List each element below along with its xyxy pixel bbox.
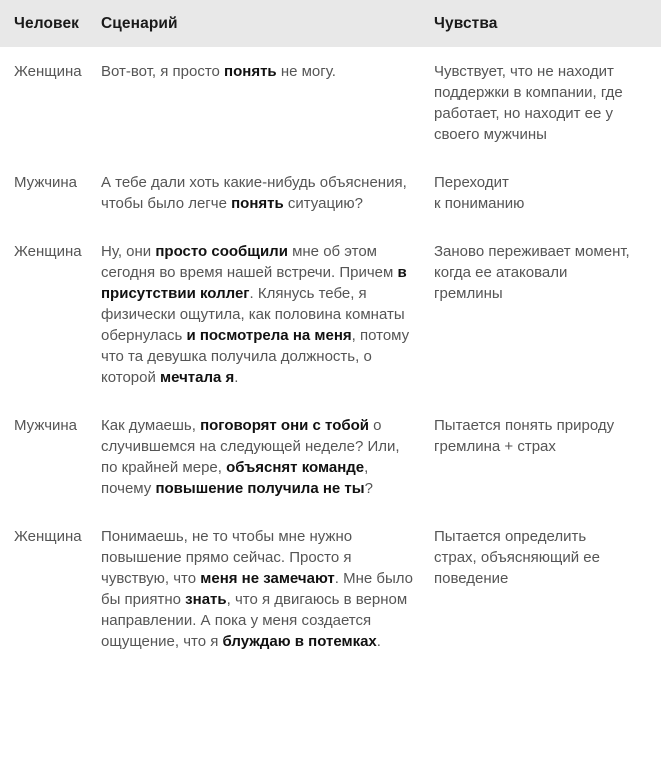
cell-person: Мужчина: [14, 174, 78, 191]
cell-person: Мужчина: [14, 417, 78, 434]
cell-feeling: Чувствует, что не находит поддержки в компании, где работает, но находит ее у своего мужчины: [434, 63, 623, 143]
cell-feeling: Пытается понять природу гремлина + страх: [434, 417, 615, 455]
table-row: [0, 415, 661, 526]
cell-feeling: Пытается определить страх, объясняющий ее поведение: [434, 528, 600, 587]
table-header-row: [0, 0, 661, 47]
table-row: [0, 172, 661, 241]
column-header-feeling: Чувства: [434, 14, 498, 32]
column-header-scenario: Сценарий: [101, 14, 178, 32]
cell-feeling: Переходит к пониманию: [434, 174, 525, 212]
cell-person: Женщина: [14, 243, 82, 260]
table-row: [0, 241, 661, 415]
cell-person: Женщина: [14, 63, 82, 80]
cell-scenario: Ну, они просто сообщили мне об этом сегодня во время нашей встречи. Причем в присутствии коллег. Клянусь тебе, я физически ощутила, как половина комнаты обернулась и посмотрела на меня, потому что та девушка получила должность, о которой мечтала я.: [101, 243, 410, 386]
cell-person: Женщина: [14, 528, 82, 545]
cell-scenario: Как думаешь, поговорят они с тобой о случившемся на следующей неделе? Или, по крайней мере, объяснят команде, почему повышение получила не ты?: [101, 417, 400, 497]
cell-scenario: Понимаешь, не то чтобы мне нужно повышение прямо сейчас. Просто я чувствую, что меня не замечают. Мне было бы приятно знать, что я двигаюсь в верном направлении. А пока у меня создается ощущение, что я блуждаю в потемках.: [101, 528, 414, 650]
table-row: [0, 61, 661, 172]
cell-scenario: А тебе дали хоть какие-нибудь объяснения, чтобы было легче понять ситуацию?: [101, 174, 407, 212]
table-body: [0, 47, 661, 679]
table-row: [0, 526, 661, 679]
cell-scenario: Вот-вот, я просто понять не могу.: [101, 63, 336, 80]
cell-feeling: Заново переживает момент, когда ее атаковали гремлины: [434, 243, 630, 302]
column-header-person: Человек: [14, 14, 80, 32]
